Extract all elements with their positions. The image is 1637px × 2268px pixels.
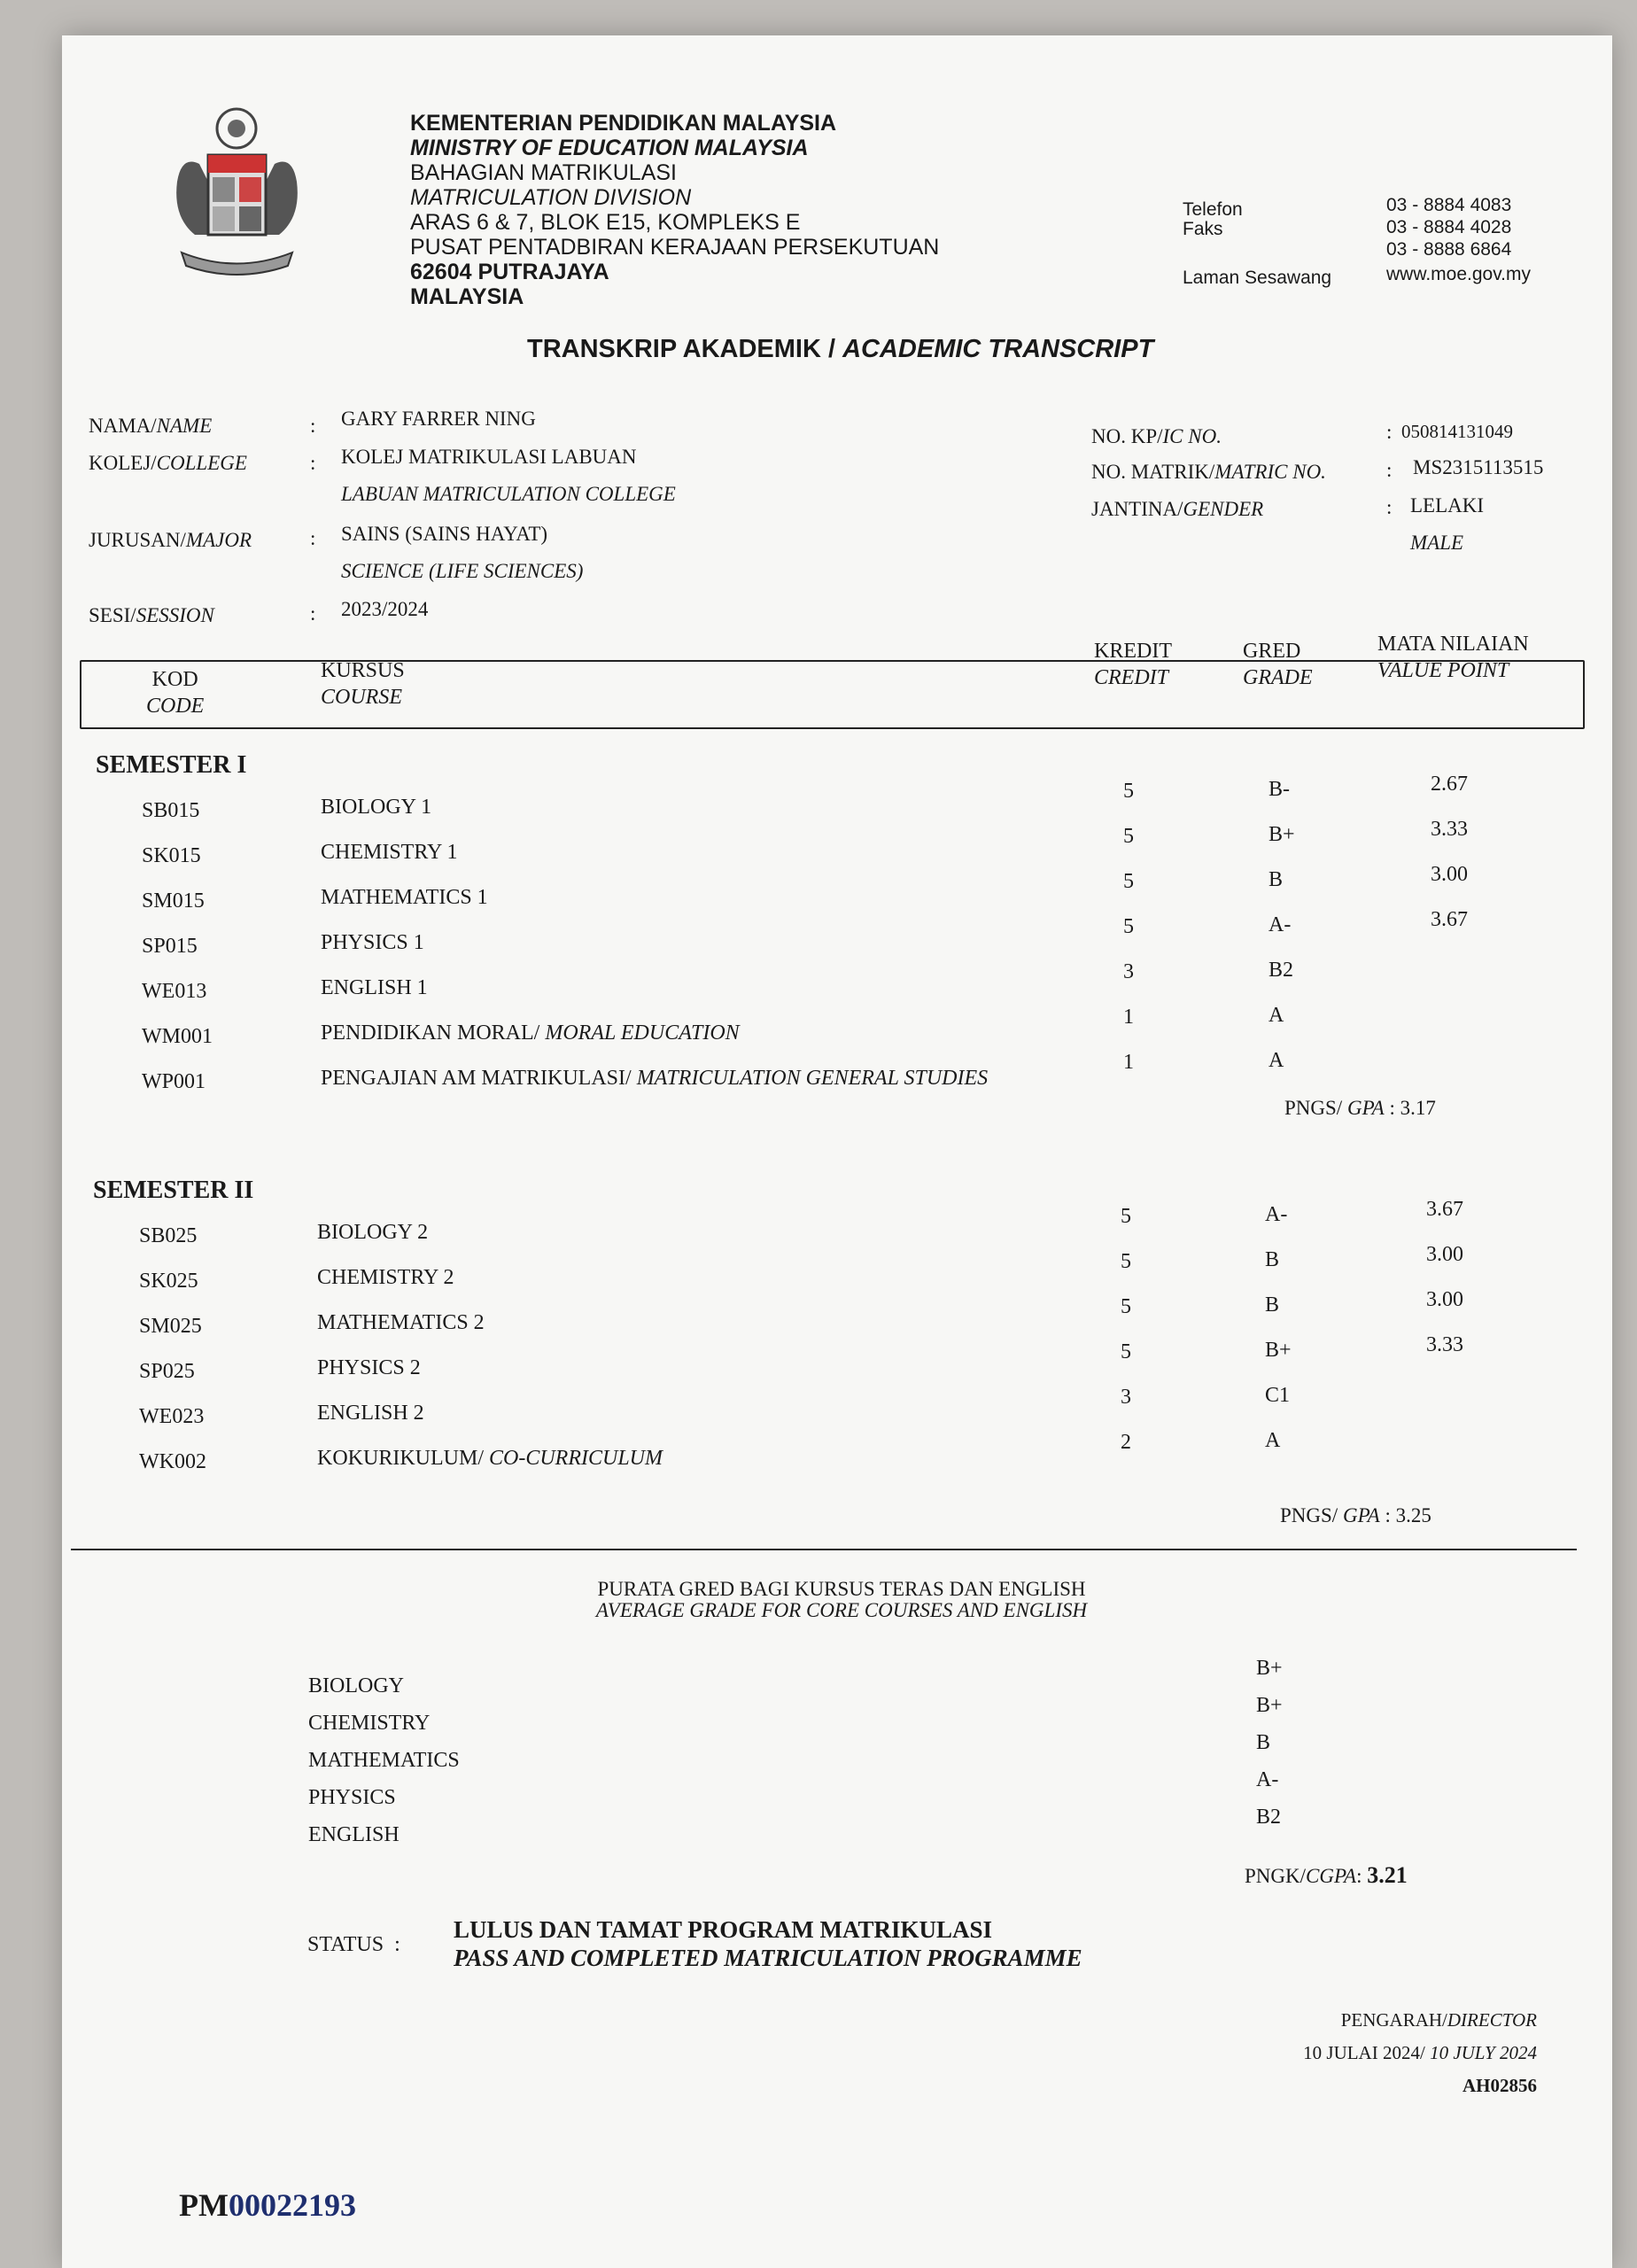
course-name: PENGAJIAN AM MATRIKULASI/ MATRICULATION GENERAL STUDIES — [321, 1067, 989, 1090]
course-code: WE013 — [142, 980, 207, 1003]
course-code: SM015 — [142, 889, 205, 913]
course-name: PENDIDIKAN MORAL/ MORAL EDUCATION — [321, 1021, 740, 1045]
issue-date: 10 JULAI 2024/ 10 JULY 2024 — [1303, 2042, 1537, 2063]
college-en: LABUAN MATRICULATION COLLEGE — [341, 483, 676, 505]
course-code: WE023 — [139, 1405, 205, 1428]
course-value-point: 3.00 — [1426, 1288, 1463, 1311]
course-grade: A- — [1265, 1203, 1288, 1226]
section-divider — [71, 1549, 1577, 1550]
average-grade: A- — [1256, 1768, 1279, 1791]
course-grade: C1 — [1265, 1384, 1291, 1407]
header-line-ministry-en: MINISTRY OF EDUCATION MALAYSIA — [410, 136, 809, 160]
gender-en: MALE — [1410, 532, 1464, 554]
average-subject: CHEMISTRY — [308, 1712, 431, 1735]
course-grade: B2 — [1268, 959, 1294, 982]
course-code: SP015 — [142, 935, 198, 958]
gender-ms: LELAKI — [1410, 494, 1485, 517]
ministry-header — [410, 111, 939, 309]
course-code: SB015 — [142, 799, 200, 822]
ic-colon: : — [1386, 421, 1393, 443]
major-label: JURUSAN/MAJOR — [89, 529, 252, 551]
course-credit: 1 — [1123, 1051, 1134, 1074]
major-en: SCIENCE (LIFE SCIENCES) — [341, 560, 584, 582]
course-value-point: 3.67 — [1431, 908, 1468, 931]
semester-1-gpa: PNGS/ GPA : 3.17 — [1284, 1097, 1436, 1119]
course-code: WK002 — [139, 1450, 206, 1473]
course-name: MATHEMATICS 1 — [321, 886, 488, 909]
ic-number: 050814131049 — [1401, 421, 1513, 442]
course-name: KOKURIKULUM/ CO-CURRICULUM — [317, 1447, 663, 1470]
transcript-sheet — [62, 35, 1612, 2268]
course-code: SP025 — [139, 1360, 195, 1383]
header-line-country: MALAYSIA — [410, 284, 524, 309]
course-credit: 3 — [1123, 960, 1134, 983]
course-code: SK025 — [139, 1270, 198, 1293]
course-grade: B — [1265, 1248, 1280, 1271]
course-name: BIOLOGY 2 — [317, 1221, 429, 1244]
course-credit: 5 — [1121, 1205, 1131, 1228]
course-value-point: 3.33 — [1431, 818, 1468, 841]
course-value-point: 3.00 — [1431, 863, 1468, 886]
gender-colon: : — [1386, 496, 1393, 518]
course-credit: 3 — [1121, 1386, 1131, 1409]
col-header-credit: KREDIT CREDIT — [1094, 640, 1172, 689]
course-name: PHYSICS 1 — [321, 931, 424, 954]
course-value-point: 3.67 — [1426, 1198, 1463, 1221]
average-subject: ENGLISH — [308, 1823, 400, 1846]
phone-1: 03 - 8884 4083 — [1386, 195, 1512, 215]
course-code: WM001 — [142, 1025, 213, 1048]
reference-number: AH02856 — [1462, 2075, 1537, 2096]
matric-label: NO. MATRIK/MATRIC NO. — [1091, 461, 1326, 483]
course-grade: A — [1268, 1049, 1284, 1072]
header-line-address-2: PUSAT PENTADBIRAN KERAJAAN PERSEKUTUAN — [410, 235, 940, 260]
header-line-address-1: ARAS 6 & 7, BLOK E15, KOMPLEKS E — [410, 210, 801, 235]
title-en: ACADEMIC TRANSCRIPT — [842, 335, 1154, 363]
course-credit: 5 — [1123, 825, 1134, 848]
matric-number: MS2315113515 — [1413, 456, 1544, 478]
course-grade: B+ — [1268, 823, 1295, 846]
course-value-point: 3.33 — [1426, 1333, 1463, 1356]
course-credit: 2 — [1121, 1431, 1131, 1454]
faks-label: Faks — [1183, 219, 1223, 239]
average-subject: BIOLOGY — [308, 1674, 404, 1697]
course-credit: 5 — [1121, 1340, 1131, 1363]
header-line-division-en: MATRICULATION DIVISION — [410, 185, 692, 210]
course-name: ENGLISH 1 — [321, 976, 428, 999]
average-title-ms: PURATA GRED BAGI KURSUS TERAS DAN ENGLISH — [597, 1578, 1086, 1600]
course-credit: 5 — [1121, 1250, 1131, 1273]
director-title: PENGARAH/DIRECTOR — [1340, 2009, 1537, 2031]
college-colon: : — [310, 452, 316, 474]
course-grade: A — [1268, 1004, 1284, 1027]
course-grade: A- — [1268, 913, 1292, 936]
course-credit: 5 — [1121, 1295, 1131, 1318]
name-colon: : — [310, 415, 316, 437]
gender-label: JANTINA/GENDER — [1091, 498, 1264, 520]
header-line-division-ms: BAHAGIAN MATRIKULASI — [410, 160, 677, 185]
session-colon: : — [310, 602, 316, 625]
course-credit: 1 — [1123, 1006, 1134, 1029]
course-name: BIOLOGY 1 — [321, 796, 432, 819]
coat-of-arms-emblem — [146, 102, 328, 279]
ic-label: NO. KP/IC NO. — [1091, 425, 1222, 447]
course-code: SB025 — [139, 1224, 198, 1247]
semester-2-gpa: PNGS/ GPA : 3.25 — [1280, 1504, 1431, 1526]
average-grade: B — [1256, 1731, 1271, 1754]
semester-1-title: SEMESTER I — [96, 751, 247, 779]
course-name: PHYSICS 2 — [317, 1356, 421, 1379]
col-header-code: KOD CODE — [146, 668, 205, 718]
course-name: CHEMISTRY 1 — [321, 841, 458, 864]
session-value: 2023/2024 — [341, 598, 429, 620]
major-colon: : — [310, 527, 316, 549]
college-ms: KOLEJ MATRIKULASI LABUAN — [341, 446, 637, 468]
telefon-label: Telefon — [1183, 199, 1243, 220]
header-line-postcode: 62604 PUTRAJAYA — [410, 260, 609, 284]
cgpa: PNGK/CGPA: 3.21 — [1245, 1862, 1408, 1888]
student-name: GARY FARRER NING — [341, 408, 536, 430]
course-value-point: 3.00 — [1426, 1243, 1463, 1266]
course-code: SK015 — [142, 844, 201, 867]
average-grade-title — [523, 1579, 1160, 1621]
major-ms: SAINS (SAINS HAYAT) — [341, 523, 548, 545]
status-label: STATUS : — [307, 1933, 400, 1956]
course-credit: 5 — [1123, 870, 1134, 893]
website-label: Laman Sesawang — [1183, 268, 1332, 288]
name-label: NAMA/NAME — [89, 415, 213, 437]
course-grade: B+ — [1265, 1339, 1292, 1362]
course-grade: B- — [1268, 778, 1290, 801]
average-subject: MATHEMATICS — [308, 1749, 460, 1772]
average-grade: B+ — [1256, 1657, 1283, 1680]
header-line-ministry-ms: KEMENTERIAN PENDIDIKAN MALAYSIA — [410, 111, 837, 136]
status-ms: LULUS DAN TAMAT PROGRAM MATRIKULASI — [454, 1916, 993, 1943]
table-header-box — [80, 660, 1585, 729]
college-label: KOLEJ/COLLEGE — [89, 452, 247, 474]
phone-3: 03 - 8888 6864 — [1386, 239, 1512, 260]
matric-colon: : — [1386, 459, 1393, 481]
course-name: ENGLISH 2 — [317, 1402, 424, 1425]
title-ms: TRANSKRIP AKADEMIK / — [527, 335, 836, 363]
col-header-value-point: MATA NILAIAN VALUE POINT — [1377, 633, 1529, 682]
course-name: CHEMISTRY 2 — [317, 1266, 454, 1289]
semester-2-title: SEMESTER II — [93, 1177, 254, 1204]
average-subject: PHYSICS — [308, 1786, 396, 1809]
serial-number: PM00022193 — [179, 2187, 356, 2223]
average-grade: B2 — [1256, 1806, 1282, 1829]
course-value-point: 2.67 — [1431, 773, 1468, 796]
course-code: WP001 — [142, 1070, 206, 1093]
course-code: SM025 — [139, 1315, 202, 1338]
course-credit: 5 — [1123, 915, 1134, 938]
status-value — [454, 1915, 1082, 1972]
course-grade: A — [1265, 1429, 1281, 1452]
website-url: www.moe.gov.my — [1386, 264, 1531, 284]
document-title — [527, 335, 1153, 364]
course-grade: B — [1265, 1293, 1280, 1317]
average-grade: B+ — [1256, 1694, 1283, 1717]
course-credit: 5 — [1123, 780, 1134, 803]
course-grade: B — [1268, 868, 1284, 891]
phone-2: 03 - 8884 4028 — [1386, 217, 1512, 237]
col-header-grade: GRED GRADE — [1243, 640, 1313, 689]
col-header-course: KURSUS COURSE — [321, 659, 405, 709]
average-title-en: AVERAGE GRADE FOR CORE COURSES AND ENGLISH — [595, 1599, 1088, 1621]
status-en: PASS AND COMPLETED MATRICULATION PROGRAMME — [454, 1945, 1082, 1971]
course-name: MATHEMATICS 2 — [317, 1311, 485, 1334]
session-label: SESI/SESSION — [89, 604, 214, 626]
